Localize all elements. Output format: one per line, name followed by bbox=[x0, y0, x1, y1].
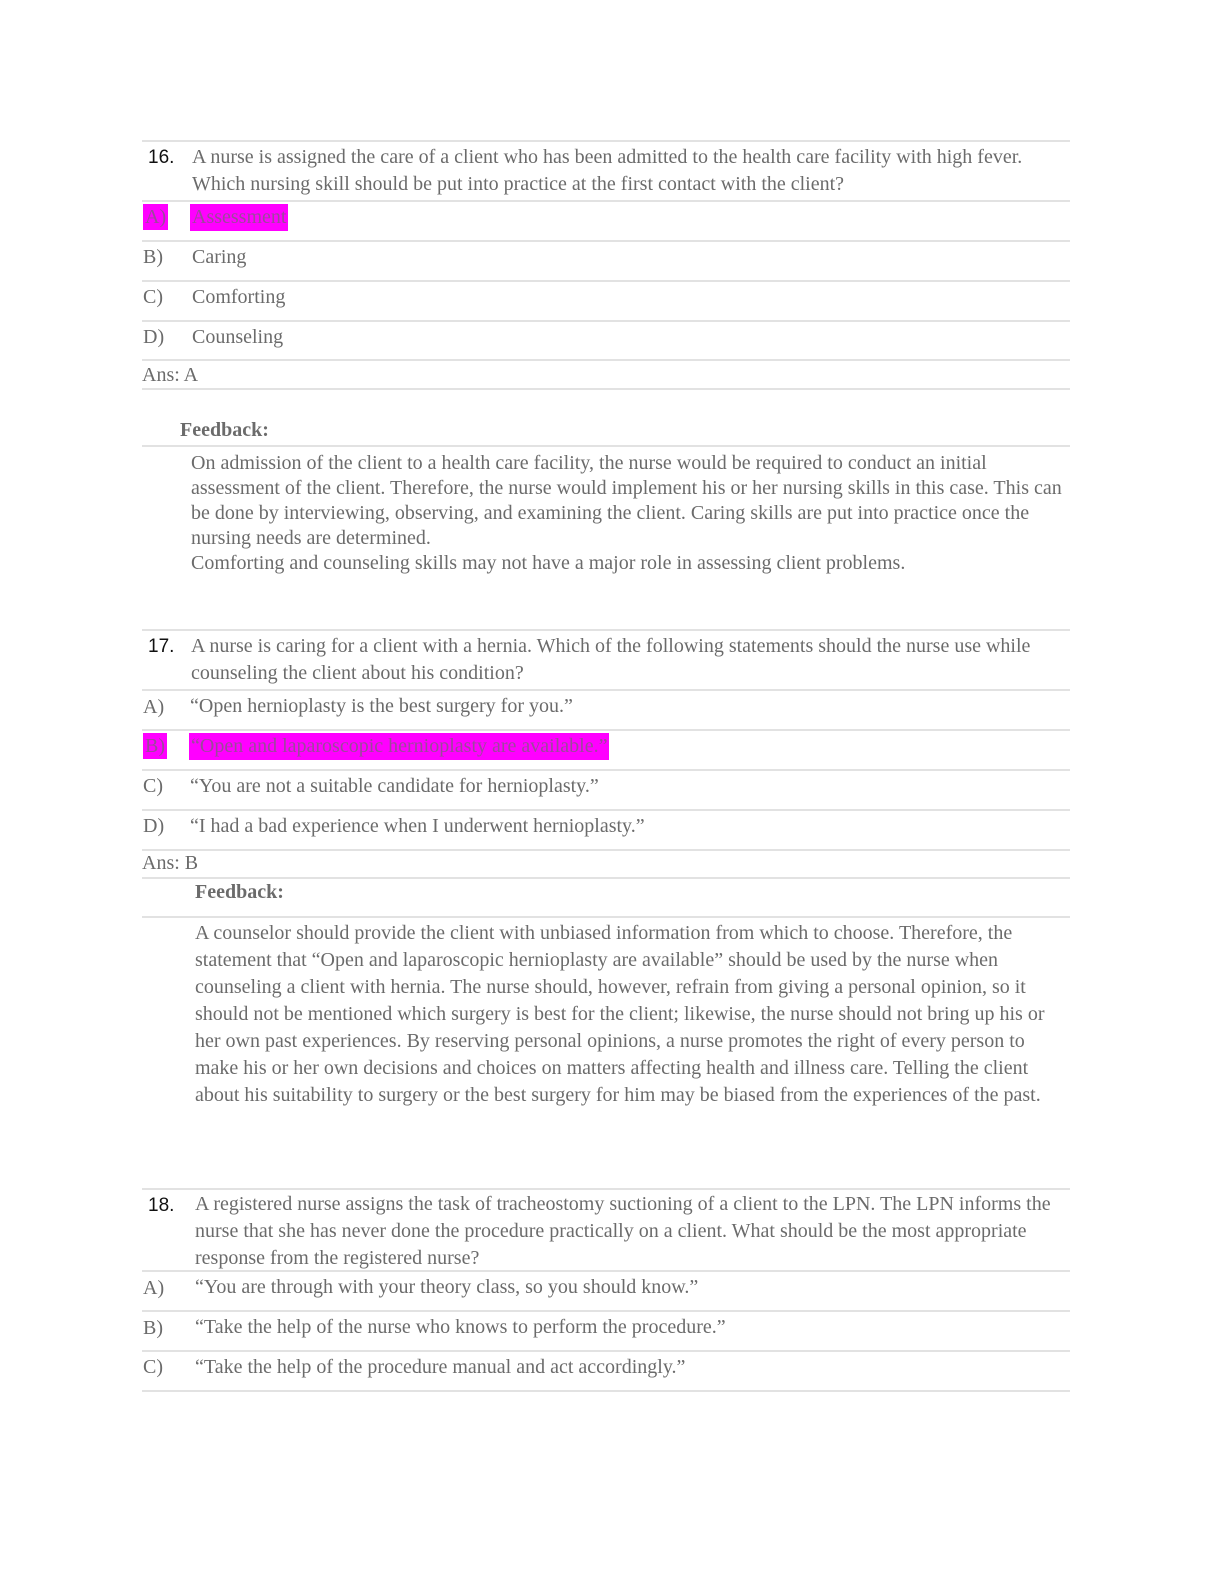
question-text: A nurse is caring for a client with a hernia. Which of the following statements should the nurse use while counseling the client about his condition? bbox=[191, 635, 1031, 684]
question-number: 17. bbox=[148, 636, 175, 657]
feedback-text bbox=[191, 451, 1063, 576]
option-text-correct: Assessment bbox=[190, 204, 288, 231]
option-text: “Take the help of the nurse who knows to perform the procedure.” bbox=[195, 1316, 726, 1338]
divider bbox=[142, 809, 1070, 811]
feedback-text bbox=[195, 920, 1057, 1109]
option-letter: A) bbox=[145, 206, 167, 228]
divider bbox=[142, 849, 1070, 851]
option-letter: B) bbox=[145, 735, 165, 757]
divider bbox=[142, 1390, 1070, 1392]
feedback-heading: Feedback: bbox=[180, 419, 269, 441]
feedback-paragraph: Comforting and counseling skills may not have a major role in assessing client problems. bbox=[191, 552, 906, 574]
divider bbox=[142, 729, 1070, 731]
question-number: 18. bbox=[148, 1195, 175, 1216]
feedback-paragraph: A counselor should provide the client with unbiased information from which to choose. Therefore, the statement that “Open and laparoscopic hernioplasty are available” should be used by the nurse when counseling a client with hernia. The nurse should, however, refrain from giving a personal opinion, so it should not be mentioned which surgery is best for the client; likewise, the nurse should not bring up his or her own past experiences. By reserving personal opinions, a nurse promotes the right of every person to make his or her own decisions and choices on matters affecting health and illness care. Telling the client about his suitability to surgery or the best surgery for him may be biased from the experiences of the past. bbox=[195, 922, 1045, 1106]
option-letter: C) bbox=[143, 775, 163, 797]
divider bbox=[142, 916, 1070, 918]
question-text: A registered nurse assigns the task of tracheostomy suctioning of a client to the LPN. The LPN informs the nurse that she has never done the procedure practically on a client. What should be the most appropriate response from the registered nurse? bbox=[195, 1193, 1051, 1269]
divider bbox=[142, 1270, 1070, 1272]
divider bbox=[142, 1350, 1070, 1352]
feedback-paragraph: On admission of the client to a health care facility, the nurse would be required to conduct an initial assessment of the client. Therefore, the nurse would implement his or her nursing skills in this case. This can be done by interviewing, observing, and examining the client. Caring skills are put into practice once the nursing needs are determined. bbox=[191, 452, 1062, 549]
divider bbox=[142, 769, 1070, 771]
option-letter: D) bbox=[143, 815, 165, 837]
answer-key: Ans: A bbox=[142, 364, 199, 386]
option-letter: A) bbox=[143, 696, 165, 718]
divider bbox=[142, 629, 1070, 631]
divider bbox=[142, 445, 1070, 447]
option-letter: D) bbox=[143, 326, 165, 348]
option-text: “You are through with your theory class, so you should know.” bbox=[195, 1276, 699, 1298]
option-text: “You are not a suitable candidate for hernioplasty.” bbox=[190, 775, 599, 797]
divider bbox=[142, 140, 1070, 142]
divider bbox=[142, 689, 1070, 691]
option-letter: A) bbox=[143, 1277, 165, 1299]
option-text: Caring bbox=[192, 246, 247, 268]
feedback-heading: Feedback: bbox=[195, 881, 284, 903]
divider bbox=[142, 1310, 1070, 1312]
option-letter: C) bbox=[143, 286, 163, 308]
option-text: “Open hernioplasty is the best surgery for you.” bbox=[190, 695, 573, 717]
option-letter: B) bbox=[143, 246, 163, 268]
option-text: “I had a bad experience when I underwent hernioplasty.” bbox=[190, 815, 645, 837]
option-letter: C) bbox=[143, 1356, 163, 1378]
divider bbox=[142, 388, 1070, 390]
option-letter: B) bbox=[143, 1317, 163, 1339]
divider bbox=[142, 359, 1070, 361]
option-text-correct: “Open and laparoscopic hernioplasty are available.” bbox=[189, 733, 609, 760]
divider bbox=[142, 877, 1070, 879]
question-number: 16. bbox=[148, 147, 175, 168]
divider bbox=[142, 320, 1070, 322]
divider bbox=[142, 1188, 1070, 1190]
question-text: A nurse is assigned the care of a client who has been admitted to the health care facility with high fever. Which nursing skill should be put into practice at the first contact with the client? bbox=[192, 146, 1023, 195]
divider bbox=[142, 200, 1070, 202]
divider bbox=[142, 240, 1070, 242]
option-text: “Take the help of the procedure manual and act accordingly.” bbox=[195, 1356, 686, 1378]
option-text: Counseling bbox=[192, 326, 284, 348]
answer-key: Ans: B bbox=[142, 852, 199, 874]
divider bbox=[142, 280, 1070, 282]
option-text: Comforting bbox=[192, 286, 286, 308]
